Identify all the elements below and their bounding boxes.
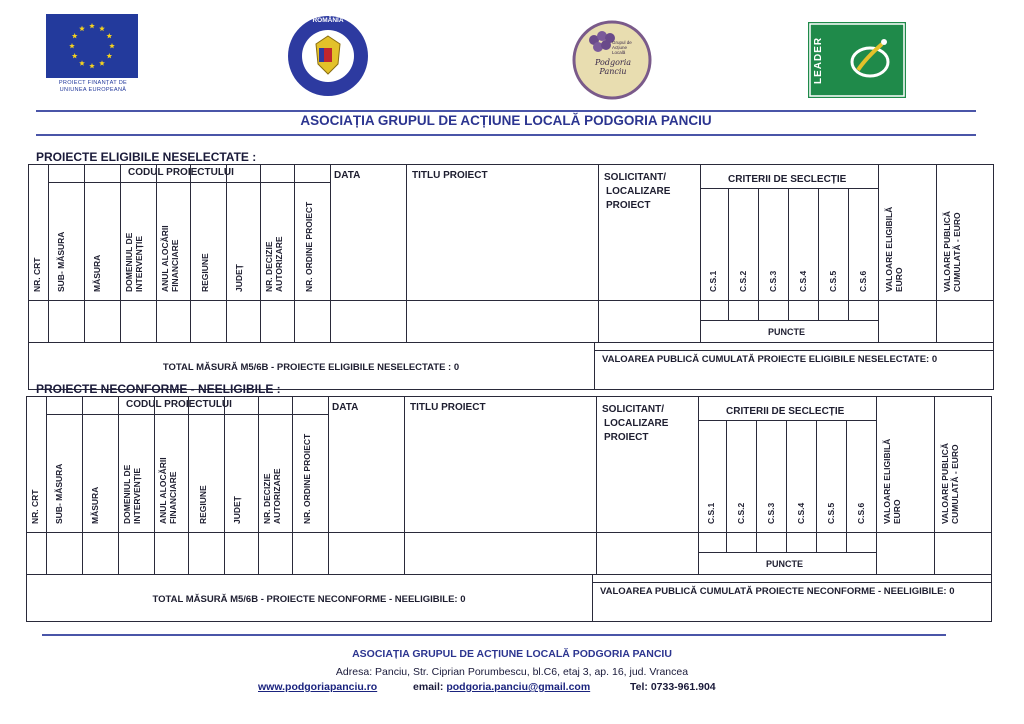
header-puncte: PUNCTE <box>768 327 806 337</box>
header-anul-1: ANUL ALOCĂRII <box>158 457 168 524</box>
header-criterii-selectie: CRITERII DE SECLECȚIE <box>726 406 845 417</box>
header-data: DATA <box>332 402 359 413</box>
website-link[interactable]: www.podgoriapanciu.ro <box>258 681 378 693</box>
gal-name: Podgoria Panciu <box>594 58 632 76</box>
header-cs-3: C.S.3 <box>768 270 778 292</box>
footer-contacts <box>258 681 716 693</box>
header-masura: MĂSURA <box>92 254 102 292</box>
header-domeniul-2: INTERVENȚIE <box>132 467 142 524</box>
header-title-bar <box>36 102 976 138</box>
header-decizie-1: NR. DECIZIE <box>264 241 274 292</box>
section-title-eligible: PROIECTE ELIGIBILE NESELECTATE : <box>36 150 257 164</box>
header-codul-proiectului: CODUL PROIECTULUI <box>126 399 232 410</box>
eu-star-icon <box>99 26 105 31</box>
eu-logo <box>46 14 140 96</box>
header-criterii-selectie: CRITERII DE SECLECȚIE <box>728 174 847 185</box>
header-cs-3: C.S.3 <box>766 502 776 524</box>
ministry-seal-logo <box>286 14 370 98</box>
header-cs-4: C.S.4 <box>796 502 806 524</box>
header-titlu-proiect: TITLU PROIECT <box>410 402 486 413</box>
email-link[interactable]: podgoria.panciu@gmail.com <box>446 681 591 693</box>
header-decizie-2: AUTORIZARE <box>272 468 282 524</box>
header-domeniul-1: DOMENIUL DE <box>124 232 134 292</box>
header-decizie-2: AUTORIZARE <box>274 236 284 292</box>
total-masura-text: TOTAL MĂSURĂ M5/6B - PROIECTE ELIGIBILE NESELECTATE : 0 <box>162 362 460 373</box>
email-label: email: <box>413 681 444 693</box>
ro-seal-text: ROMÂNIA <box>312 17 344 24</box>
eu-caption-line1: PROIECT FINANȚAT DE <box>58 80 128 86</box>
header-solicitant-2: LOCALIZARE <box>604 418 669 429</box>
eu-flag-icon <box>46 14 138 78</box>
header-title: ASOCIAȚIA GRUPUL DE ACȚIUNE LOCALĂ PODGORIA PANCIU <box>300 113 712 128</box>
header-valoare-publica-1: VALOARE PUBLICĂ <box>940 442 950 524</box>
header-judet: JUDEȚ <box>234 264 244 292</box>
table-eligible-neselectate <box>28 164 994 390</box>
eu-caption-line2: UNIUNEA EUROPEANĂ <box>59 87 127 93</box>
header-nr-ordine: NR. ORDINE PROIECT <box>304 201 314 292</box>
eu-star-icon <box>69 43 75 48</box>
eu-star-icon <box>79 60 85 65</box>
header-masura: MĂSURA <box>90 486 100 524</box>
gal-text-1: Grupul de <box>612 40 632 45</box>
header-valoare-eligibila-1: VALOARE ELIGIBILĂ <box>884 206 894 292</box>
header-nr-ordine: NR. ORDINE PROIECT <box>302 433 312 524</box>
leader-logo <box>808 22 906 98</box>
header-valoare-publica-1: VALOARE PUBLICĂ <box>942 210 952 292</box>
header-regiune: REGIUNE <box>200 253 210 292</box>
header-solicitant-1: SOLICITANT/ <box>602 404 665 415</box>
header-valoare-publica-2: CUMULATĂ - EURO <box>952 212 962 292</box>
table-neconforme-neeligibile <box>26 396 992 622</box>
gal-podgoria-logo <box>572 18 654 100</box>
header-solicitant-3: PROIECT <box>606 200 651 211</box>
footer-address: Adresa: Panciu, Str. Ciprian Porumbescu, bl.C6, etaj 3, ap. 16, jud. Vrancea <box>335 666 689 678</box>
eu-star-icon <box>106 33 112 38</box>
header-judet: JUDEȚ <box>232 496 242 524</box>
header-titlu-proiect: TITLU PROIECT <box>412 170 488 181</box>
eu-star-icon <box>72 53 78 58</box>
footer-org: ASOCIAȚIA GRUPUL DE ACȚIUNE LOCALĂ PODGORIA PANCIU <box>352 648 672 660</box>
gal-text-2: Acțiune <box>612 45 628 50</box>
header-cs-1: C.S.1 <box>708 270 718 292</box>
header-cs-5: C.S.5 <box>826 502 836 524</box>
eu-star-icon <box>89 63 95 68</box>
header-puncte: PUNCTE <box>766 559 804 569</box>
header-cs-2: C.S.2 <box>738 270 748 292</box>
gal-text-3: Locală <box>612 50 626 55</box>
eu-star-icon <box>72 33 78 38</box>
header-regiune: REGIUNE <box>198 485 208 524</box>
header-domeniul-2: INTERVENȚIE <box>134 235 144 292</box>
eu-star-icon <box>106 53 112 58</box>
total-masura-text: TOTAL MĂSURĂ M5/6B - PROIECTE NECONFORME - NEELIGIBILE: 0 <box>152 594 466 605</box>
leader-text: LEADER <box>813 36 824 84</box>
phone-number: Tel: 0733-961.904 <box>630 681 716 693</box>
header-solicitant-1: SOLICITANT/ <box>604 172 667 183</box>
header-cs-2: C.S.2 <box>736 502 746 524</box>
header-anul-2: FINANCIARE <box>170 239 180 292</box>
header-cs-4: C.S.4 <box>798 270 808 292</box>
header-cs-1: C.S.1 <box>706 502 716 524</box>
eu-star-icon <box>79 26 85 31</box>
header-data: DATA <box>334 170 361 181</box>
header-domeniul-1: DOMENIUL DE <box>122 464 132 524</box>
header-codul-proiectului: CODUL PROIECTULUI <box>128 167 234 178</box>
header-sub-masura: SUB- MĂSURA <box>56 231 66 292</box>
header-valoare-eligibila-1: VALOARE ELIGIBILĂ <box>882 438 892 524</box>
header-cs-5: C.S.5 <box>828 270 838 292</box>
header-cs-6: C.S.6 <box>856 502 866 524</box>
header-sub-masura: SUB- MĂSURA <box>54 463 64 524</box>
section-title-neconforme: PROIECTE NECONFORME - NEELIGIBILE : <box>36 382 281 396</box>
valoarea-publica-text: VALOAREA PUBLICĂ CUMULATĂ PROIECTE ELIGIBILE NESELECTATE: 0 <box>602 354 938 365</box>
header-cs-6: C.S.6 <box>858 270 868 292</box>
header-anul-1: ANUL ALOCĂRII <box>160 225 170 292</box>
header-valoare-publica-2: CUMULATĂ - EURO <box>950 444 960 524</box>
eu-star-icon <box>109 43 115 48</box>
valoarea-publica-text: VALOAREA PUBLICĂ CUMULATĂ PROIECTE NECONFORME - NEELIGIBILE: 0 <box>600 586 955 597</box>
header-nr-crt: NR. CRT <box>32 257 42 292</box>
header-valoare-eligibila-2: EURO <box>892 499 902 524</box>
header-solicitant-3: PROIECT <box>604 432 649 443</box>
header-nr-crt: NR. CRT <box>30 489 40 524</box>
eu-star-icon <box>89 23 95 28</box>
header-solicitant-2: LOCALIZARE <box>606 186 671 197</box>
header-anul-2: FINANCIARE <box>168 471 178 524</box>
header-decizie-1: NR. DECIZIE <box>262 473 272 524</box>
footer-divider <box>42 634 946 636</box>
eu-star-icon <box>99 60 105 65</box>
header-valoare-eligibila-2: EURO <box>894 267 904 292</box>
